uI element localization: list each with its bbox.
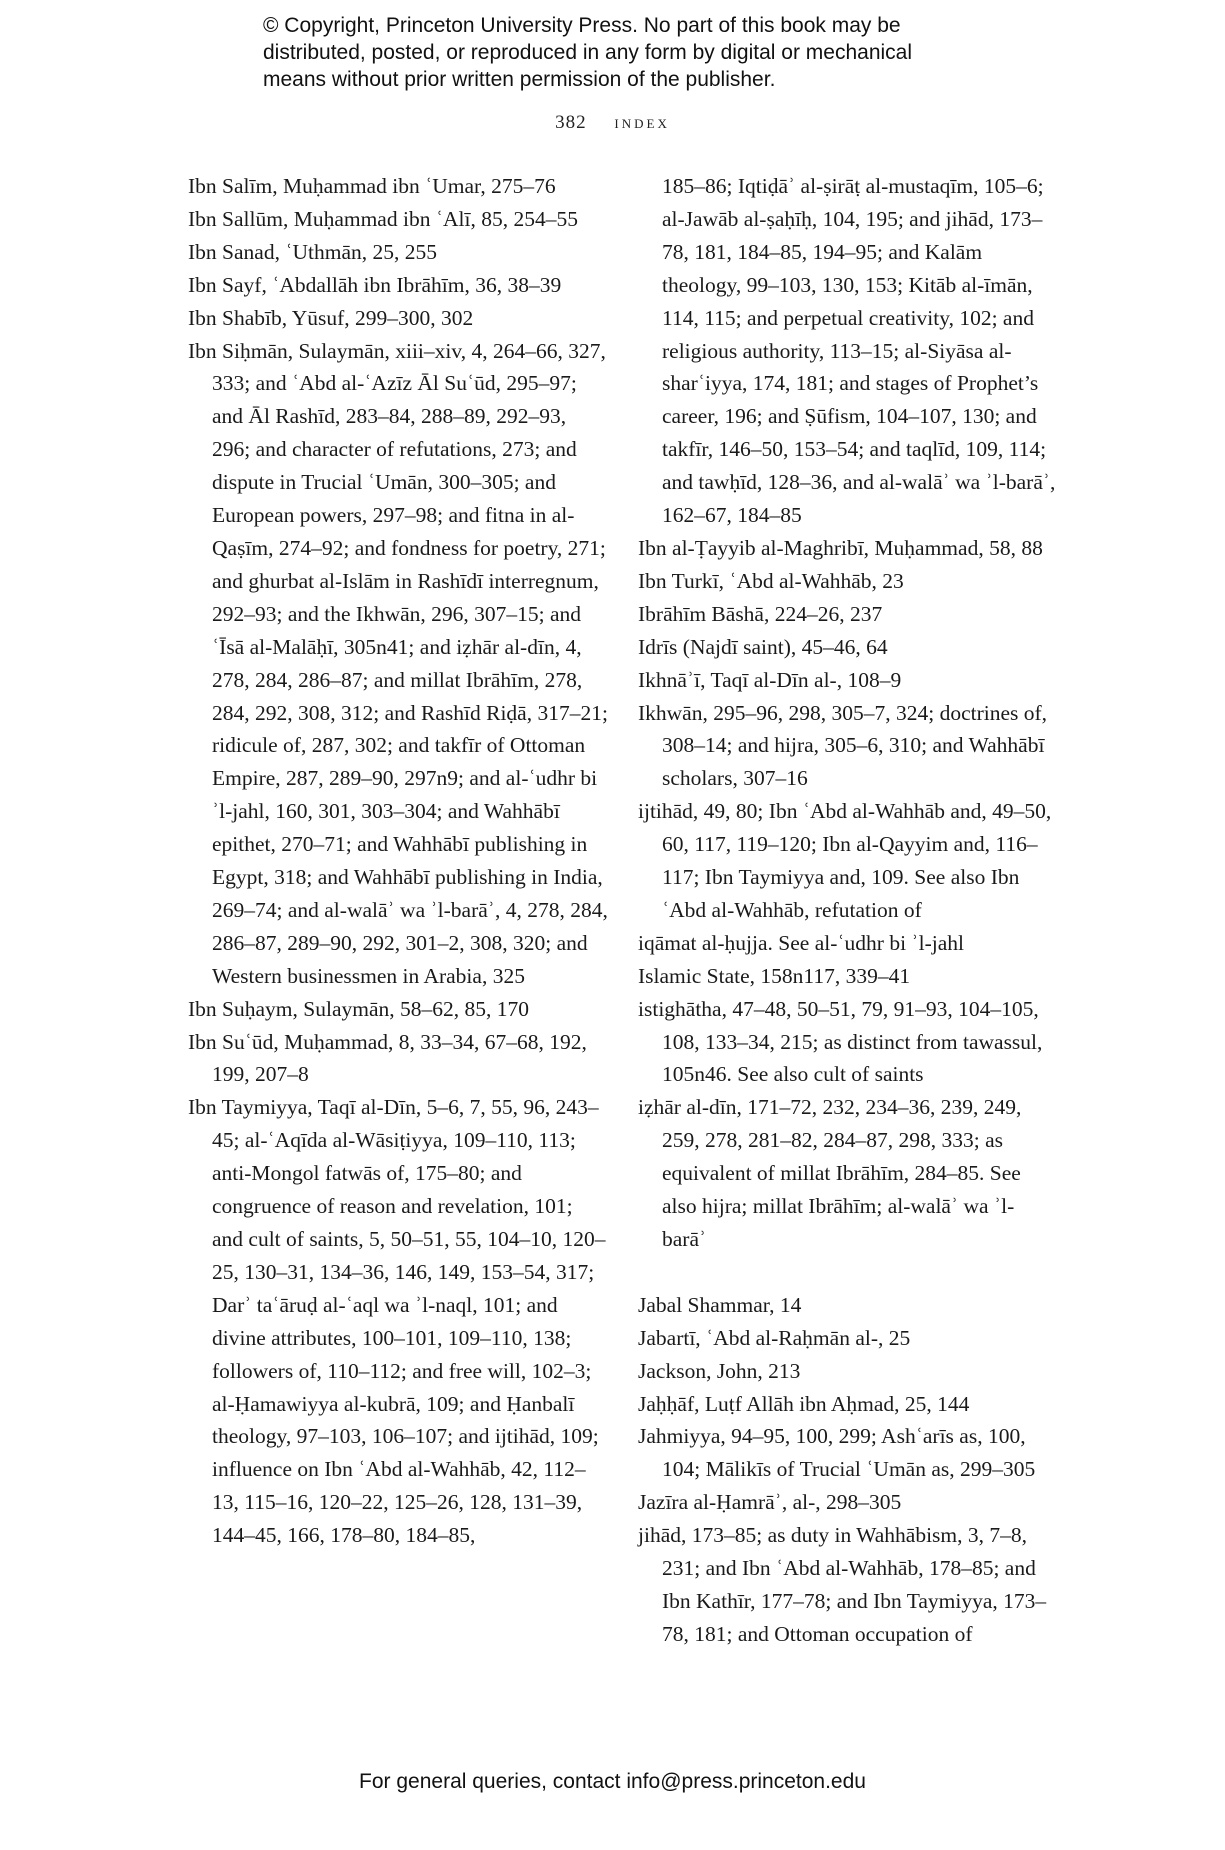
index-entry: Jabal Shammar, 14 <box>638 1292 802 1317</box>
index-entry: Ikhnāʾī, Taqī al-Dīn al-, 108–9 <box>638 667 902 692</box>
index-column-left <box>188 170 608 1552</box>
index-entry: Ibn Suḥaym, Sulaymān, 58–62, 85, 170 <box>188 996 529 1021</box>
index-entry: Jaḥḥāf, Luṭf Allāh ibn Aḥmad, 25, 144 <box>638 1391 970 1416</box>
index-entry: Ibn Sanad, ʿUthmān, 25, 255 <box>188 239 438 264</box>
index-entry: Ibn Sayf, ʿAbdallāh ibn Ibrāhīm, 36, 38–39 <box>188 272 562 297</box>
index-entry: Ibn Taymiyya, Taqī al-Dīn, 5–6, 7, 55, 96, 243–45; al-ʿAqīda al-Wāsiṭiyya, 109–110, 113; anti-Mongol fatwās of, 175–80; and congruence of reason and revelation, 101; and cult of saints, 5, 50–51, 55, 104–10, 120–25, 130–31, 134–36, 146, 149, 153–54, 317; Darʾ taʿāruḍ al-ʿaql wa ʾl-naql, 101; and divine attributes, 100–101, 109–110, 138; followers of, 110–112; and free will, 102–3; al-Ḥamawiyya al-kubrā, 109; and Ḥanbalī theology, 97–103, 106–107; and ijtihād, 109; influence on Ibn ʿAbd al-Wahhāb, 42, 112–13, 115–16, 120–22, 125–26, 128, 131–39, 144–45, 166, 178–80, 184–85, <box>188 1095 606 1548</box>
footer-contact: For general queries, contact info@press.princeton.edu <box>359 1770 866 1793</box>
index-entry: Ibn al-Ṭayyib al-Maghribī, Muḥammad, 58, 88 <box>638 535 1043 560</box>
index-entry: ijtihād, 49, 80; Ibn ʿAbd al-Wahhāb and, 49–50, 60, 117, 119–120; Ibn al-Qayyim and, 116–117; Ibn Taymiyya and, 109. See also Ibn ʿAbd al-Wahhāb, refutation of <box>638 799 1052 922</box>
index-entry: iẓhār al-dīn, 171–72, 232, 234–36, 239, 249, 259, 278, 281–82, 284–87, 298, 333; as equivalent of millat Ibrāhīm, 284–85. See also hijra; millat Ibrāhīm; al-walāʾ wa ʾl-barāʾ <box>638 1095 1022 1251</box>
copyright-notice <box>263 12 1023 93</box>
index-entry: Idrīs (Najdī saint), 45–46, 64 <box>638 634 888 659</box>
index-entry: istighātha, 47–48, 50–51, 79, 91–93, 104–105, 108, 133–34, 215; as distinct from tawassul, 105n46. See also cult of saints <box>638 996 1043 1087</box>
index-entry: Jazīra al-Ḥamrāʾ, al-, 298–305 <box>638 1490 902 1515</box>
section-title: index <box>614 112 670 133</box>
index-entry: jihād, 173–85; as duty in Wahhābism, 3, 7–8, 231; and Ibn ʿAbd al-Wahhāb, 178–85; and Ibn Kathīr, 177–78; and Ibn Taymiyya, 173–78, 181; and Ottoman occupation of <box>638 1523 1047 1646</box>
copyright-line-2: distributed, posted, or reproduced in any form by digital or mechanical <box>263 41 913 64</box>
running-head <box>0 112 1225 134</box>
index-entry: Jackson, John, 213 <box>638 1358 801 1383</box>
copyright-line-3: means without prior written permission of the publisher. <box>263 68 776 91</box>
index-entry: Ibn Turkī, ʿAbd al-Wahhāb, 23 <box>638 568 904 593</box>
index-entry: Ibn Salīm, Muḥammad ibn ʿUmar, 275–76 <box>188 174 556 198</box>
index-entry: Ibn Siḥmān, Sulaymān, xiii–xiv, 4, 264–66, 327, 333; and ʿAbd al-ʿAzīz Āl Suʿūd, 295–97; and Āl Rashīd, 283–84, 288–89, 292–93, 296; and character of refutations, 273; and dispute in Trucial ʿUmān, 300–305; and European powers, 297–98; and fitna in al-Qaṣīm, 274–92; and fondness for poetry, 271; and ghurbat al-Islām in Rashīdī interregnum, 292–93; and the Ikhwān, 296, 307–15; and ʿĪsā al-Malāḥī, 305n41; and iẓhār al-dīn, 4, 278, 284, 286–87; and millat Ibrāhīm, 278, 284, 292, 308, 312; and Rashīd Riḍā, 317–21; ridicule of, 287, 302; and takfīr of Ottoman Empire, 287, 289–90, 297n9; and al-ʿudhr bi ʾl-jahl, 160, 301, 303–304; and Wahhābī epithet, 270–71; and Wahhābī publishing in Egypt, 318; and Wahhābī publishing in India, 269–74; and al-walāʾ wa ʾl-barāʾ, 4, 278, 284, 286–87, 289–90, 292, 301–2, 308, 320; and Western businessmen in Arabia, 325 <box>188 338 608 988</box>
index-entry: Ikhwān, 295–96, 298, 305–7, 324; doctrines of, 308–14; and hijra, 305–6, 310; and Wahhābī scholars, 307–16 <box>638 700 1048 791</box>
index-entry: Ibn Sallūm, Muḥammad ibn ʿAlī, 85, 254–55 <box>188 206 578 231</box>
index-entry: Jabartī, ʿAbd al-Raḥmān al-, 25 <box>638 1325 911 1350</box>
index-entry: iqāmat al-ḥujja. See al-ʿudhr bi ʾl-jahl <box>638 930 964 955</box>
index-entry: Ibn Suʿūd, Muḥammad, 8, 33–34, 67–68, 192, 199, 207–8 <box>188 1029 587 1087</box>
index-entry: Jahmiyya, 94–95, 100, 299; Ashʿarīs as, 100, 104; Mālikīs of Trucial ʿUmān as, 299–305 <box>638 1424 1036 1482</box>
copyright-line-1: © Copyright, Princeton University Press. No part of this book may be <box>263 14 901 37</box>
index-entry-continued: 185–86; Iqtiḍāʾ al-ṣirāṭ al-mustaqīm, 105–6; al-Jawāb al-ṣaḥīḥ, 104, 195; and jihād, 173–78, 181, 184–85, 194–95; and Kalām theology, 99–103, 130, 153; Kitāb al-īmān, 114, 115; and perpetual creativity, 102; and religious authority, 113–15; al-Siyāsa al-sharʿiyya, 174, 181; and stages of Prophet’s career, 196; and Ṣūfism, 104–107, 130; and takfīr, 146–50, 153–54; and taqlīd, 109, 114; and tawḥīd, 128–36, and al-walāʾ wa ʾl-barāʾ, 162–67, 184–85 <box>662 174 1056 528</box>
index-column-right <box>638 170 1058 1651</box>
index-entry: Ibrāhīm Bāshā, 224–26, 237 <box>638 601 883 626</box>
index-entry: Ibn Shabīb, Yūsuf, 299–300, 302 <box>188 305 474 330</box>
page-number: 382 <box>555 112 587 133</box>
index-entry: Islamic State, 158n117, 339–41 <box>638 963 911 988</box>
